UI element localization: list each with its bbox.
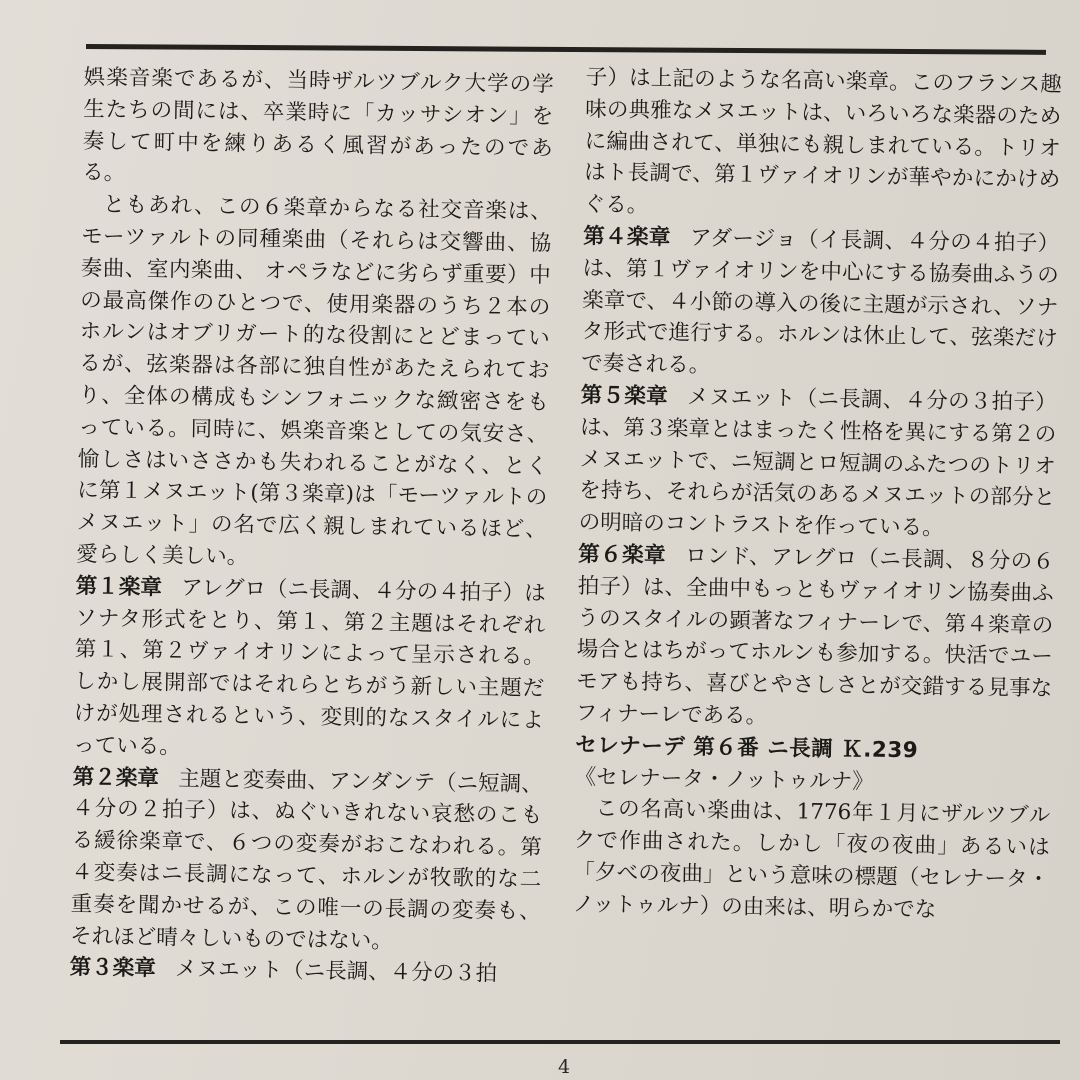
bottom-rule: [60, 1040, 1060, 1044]
movement-1: [73, 571, 546, 769]
movement-2-text: 主題と変奏曲、アンダンテ（ニ短調、４分の２拍子）は、ぬぐいきれない哀愁のこもる緩徐楽章で、６つの変奏がおこなわれる。第４変奏はニ長調になって、ホルンが牧歌的な二重奏を聞かせるが、この唯一の長調の変奏も、それほど晴々しいものではない。: [70, 766, 543, 954]
movement-1-text: アレグロ（ニ長調、４分の４拍子）はソナタ形式をとり、第１、第２主題はそれぞれ第１、第２ヴァイオリンによって呈示される。しかし展開部ではそれらとちがう新しい主題だけが処理されるという、変則的なスタイルによっている。: [73, 575, 546, 760]
movement-3-heading: 第３楽章: [69, 955, 156, 982]
movement-6-text: ロンド、アレグロ（ニ長調、８分の６拍子）は、全曲中もっともヴァイオリン協奏曲ふうのスタイルの顕著なフィナーレで、第４楽章の場合とはちがってホルンも参加する。快活でユーモアも持ち、喜びとやさしさとが交錯する見事なフィナーレである。: [575, 543, 1055, 729]
movement-3: [70, 952, 540, 991]
section-title: セレナーデ 第６番 ニ長調 Ｋ.239: [575, 732, 919, 764]
left-column: [70, 62, 554, 991]
movement-5-heading: 第５楽章: [580, 382, 669, 410]
right-column: [573, 62, 1062, 928]
movement-4-text: アダージョ（イ長調、４分の４拍子）は、第１ヴァイオリンを中心にする協奏曲ふうの楽章で、４小節の導入の後に主題が示され、ソナタ形式で進行する。ホルンは休止して、弦楽だけで奏される。: [581, 225, 1060, 379]
movement-5: [579, 380, 1057, 546]
movement-6: [576, 539, 1055, 737]
movement-2: [70, 761, 543, 959]
page-number: 4: [558, 1056, 571, 1078]
paragraph-continued: 娯楽音楽であるが、当時ザルツブルク大学の学生たちの間には、卒業時に「カッサシオン」を奏して町中を練りあるく風習があったのである。: [82, 64, 554, 187]
section-subtitle: 《セレナータ・ノットゥルナ》: [574, 764, 874, 795]
top-rule: [86, 44, 1046, 55]
movement-5-text: メヌエット（ニ長調、４分の３拍子）は、第３楽章とはまったく性格を異にする第２のメヌエットで、ニ短調とロ短調のふたつのトリオを持ち、それらが活気のあるメヌエットの部分との明暗のコントラストを作っている。: [578, 384, 1057, 541]
section-paragraph: この名高い楽曲は、1776年１月にザルツブルクで作曲された。しかし「夜の夜曲」あるいは「夕べの夜曲」という意味の標題（セレナータ・ノットゥルナ）の由来は、明らかでな: [572, 796, 1051, 923]
movement-4: [581, 221, 1059, 387]
movement-1-heading: 第１楽章: [75, 573, 163, 601]
paragraph-summary: ともあれ、この６楽章からなる社交音楽は、モーツァルトの同種楽曲（それらは交響曲、協奏曲、室内楽曲、 オペラなどに劣らず重要）中の最高傑作のひとつで、使用楽器のうち２本のホルンはオブリガート的な役割にとどまっているが、弦楽器は各部に独自性があたえられており、全体の構成もシンフォニックな緻密さをもっている。同時に、娯楽音楽としての気安さ、愉しさはいささかも失われることがなく、とくに第１メヌエット(第３楽章)は「モーツァルトのメヌエット」の名で広く親しまれているほど、愛らしく美しい。: [76, 192, 552, 570]
movement-2-heading: 第２楽章: [72, 764, 160, 791]
movement-3-text: メヌエット（ニ長調、４分の３拍: [174, 956, 498, 987]
movement-4-heading: 第４楽章: [583, 223, 671, 251]
movement-6-heading: 第６楽章: [578, 541, 667, 569]
movement-3-continued: 子）は上記のような名高い楽章。このフランス趣味の典雅なメヌエットは、いろいろな楽器のために編曲されて、単独にも親しまれている。トリオはト長調で、第１ヴァイオリンが華やかにかけめぐる。: [583, 64, 1062, 219]
